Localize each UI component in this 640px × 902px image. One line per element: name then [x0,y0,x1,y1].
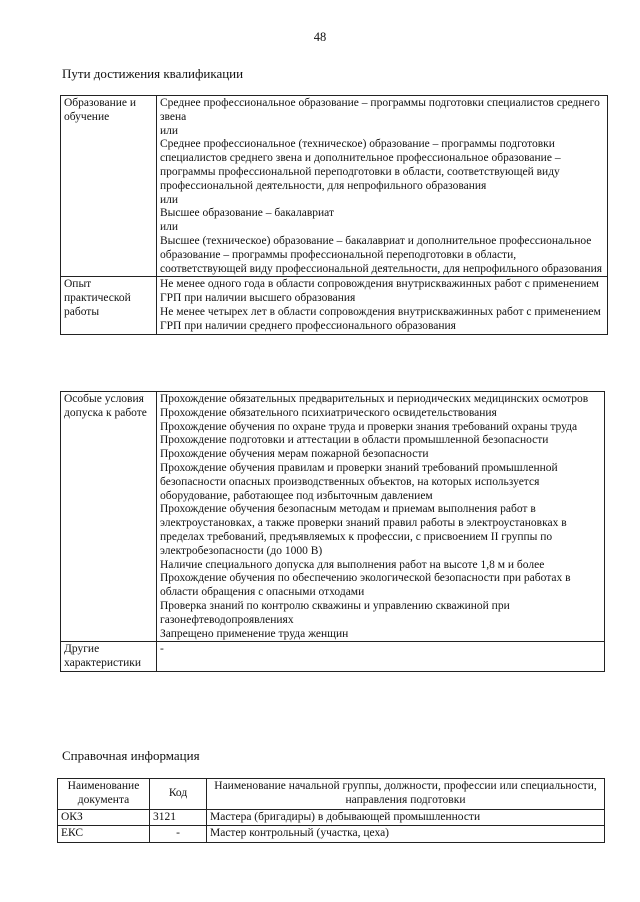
header-name: Наименование начальной группы, должности, профессии или специальности, направления подготовки [207,779,605,810]
section-heading-qualification: Пути достижения квалификации [62,66,244,81]
other-row [61,642,605,672]
education-line: Среднее профессиональное образование – программы подготовки специалистов среднего звена [160,97,600,123]
condition-line: Прохождение обязательного психиатрического освидетельствования [160,406,497,419]
condition-line: Прохождение обучения безопасным методам и приемам выполнения работ в электроустановках, а также проверки знаний правил работы в электроустановках в пределах требований, предъявляемых к профессии, с присвоением II группы по электробезопасности (до 1000 В) [160,503,567,557]
header-code: Код [150,779,207,810]
experience-content [157,277,608,334]
admission-conditions-table [60,391,605,672]
conditions-label: Особые условия допуска к работе [61,392,157,642]
ref-code: 3121 [150,809,207,826]
reference-header-row [58,779,605,810]
other-label: Другие характеристики [61,642,157,672]
conditions-content [157,392,605,642]
conditions-row [61,392,605,642]
education-line: или [160,221,179,234]
experience-line: Не менее одного года в области сопровождения внутрискважинных работ с применением ГРП при наличии высшего образования [160,278,599,305]
education-line: или [160,124,179,137]
ref-doc: ЕКС [58,826,150,843]
condition-line: Проверка знаний по контролю скважины и управлению скважиной при газонефтеводопроявлениях [160,599,510,626]
section-heading-reference: Справочная информация [62,748,200,763]
education-line: Высшее образование – бакалавриат [160,207,334,220]
reference-table [57,778,605,843]
education-label: Образование и обучение [61,96,157,277]
qualification-table [60,95,608,335]
education-row [61,96,608,277]
experience-label: Опыт практической работы [61,277,157,334]
condition-line: Наличие специального допуска для выполнения работ на высоте 1,8 м и более [160,558,545,571]
reference-row [58,826,605,843]
header-doc: Наименование документа [58,779,150,810]
ref-name: Мастера (бригадиры) в добывающей промышленности [207,809,605,826]
education-line: или [160,193,179,206]
condition-line: Прохождение обучения мерам пожарной безопасности [160,448,429,461]
ref-doc: ОКЗ [58,809,150,826]
experience-line: Не менее четырех лет в области сопровождения внутрискважинных работ с применением ГРП при наличии среднего профессионального образования [160,305,601,332]
ref-name: Мастер контрольный (участка, цеха) [207,826,605,843]
ref-code: - [150,826,207,843]
reference-row [58,809,605,826]
other-value: - [157,642,605,672]
experience-row [61,277,608,334]
condition-line: Прохождение обучения по охране труда и проверки знания требований охраны труда [160,420,578,433]
education-content [157,96,608,277]
condition-line: Прохождение обязательных предварительных и периодических медицинских осмотров [160,393,589,405]
condition-line: Запрещено применение труда женщин [160,627,349,640]
education-line: Высшее (техническое) образование – бакалавриат и дополнительное профессиональное образование – программы профессиональной переподготовки в области, соответствующей виду профессиональной деятельности, для непрофильного образования [160,234,603,275]
education-line: Среднее профессиональное (техническое) образование – программы подготовки специалистов среднего звена и дополнительное профессиональное образование – программы профессиональной переподготовки в области, соответствующей виду профессиональной деятельности, для непрофильного образования [160,138,561,192]
condition-line: Прохождение подготовки и аттестации в области промышленной безопасности [160,434,549,447]
page-number: 48 [313,30,327,44]
condition-line: Прохождение обучения по обеспечению экологической безопасности при работах в области обращения с опасными отходами [160,572,571,599]
condition-line: Прохождение обучения правилам и проверки знаний требований промышленной безопасности опасных производственных объектов, на которых используется оборудование, работающее под избыточным давлением [160,461,558,502]
